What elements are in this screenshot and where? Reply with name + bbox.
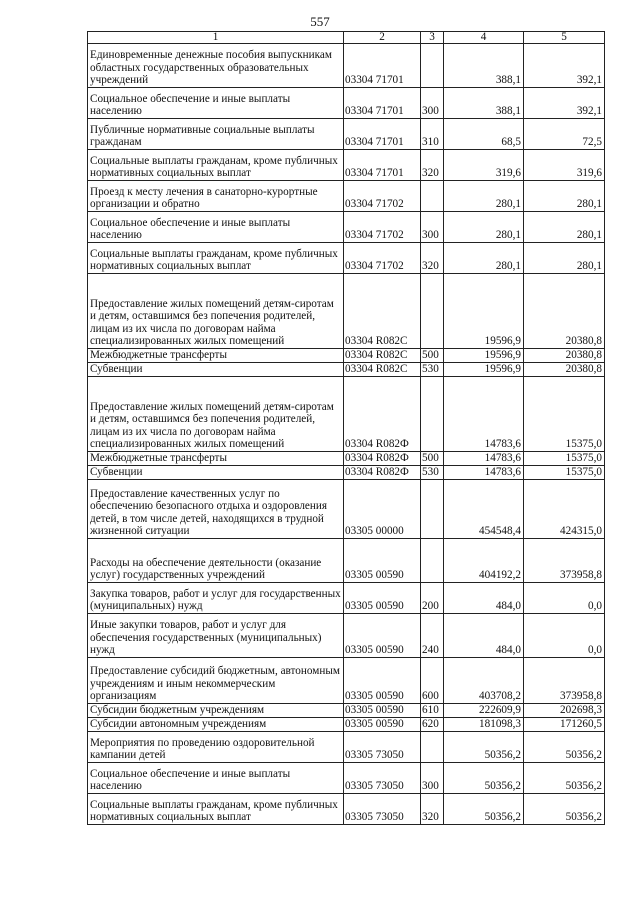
row-name-cell: Расходы на обеспечение деятельности (оказание услуг) государственных учреждений <box>88 539 344 583</box>
table-row <box>88 583 605 614</box>
row-value-col5-cell: 280,1 <box>524 243 605 274</box>
header-row <box>88 32 605 44</box>
row-code-cell: 03305 00590 <box>344 718 421 732</box>
row-expense-type-cell: 320 <box>421 794 444 825</box>
row-code-cell: 03304 R082C <box>344 349 421 363</box>
row-code-cell: 03304 71702 <box>344 181 421 212</box>
row-value-col5-cell: 0,0 <box>524 614 605 658</box>
row-name-cell: Социальное обеспечение и иные выплаты населению <box>88 88 344 119</box>
row-code-cell: 03305 73050 <box>344 732 421 763</box>
row-value-col5-cell: 202698,3 <box>524 704 605 718</box>
row-expense-type-cell: 300 <box>421 212 444 243</box>
row-value-col4-cell: 50356,2 <box>444 763 524 794</box>
row-expense-type-cell: 320 <box>421 243 444 274</box>
table-row <box>88 363 605 377</box>
row-value-col4-cell: 14783,6 <box>444 452 524 466</box>
row-code-cell: 03304 71701 <box>344 119 421 150</box>
row-value-col4-cell: 19596,9 <box>444 363 524 377</box>
table-row <box>88 119 605 150</box>
row-value-col5-cell: 373958,8 <box>524 658 605 704</box>
row-name-cell: Субвенции <box>88 466 344 480</box>
row-value-col4-cell: 404192,2 <box>444 539 524 583</box>
table-row <box>88 614 605 658</box>
row-code-cell: 03305 00590 <box>344 658 421 704</box>
row-value-col4-cell: 280,1 <box>444 181 524 212</box>
row-expense-type-cell <box>421 732 444 763</box>
row-value-col4-cell: 280,1 <box>444 243 524 274</box>
row-code-cell: 03304 R082Ф <box>344 452 421 466</box>
row-name-cell: Закупка товаров, работ и услуг для государственных (муниципальных) нужд <box>88 583 344 614</box>
row-value-col4-cell: 319,6 <box>444 150 524 181</box>
row-value-col4-cell: 484,0 <box>444 583 524 614</box>
row-code-cell: 03304 71701 <box>344 44 421 88</box>
row-value-col4-cell: 19596,9 <box>444 274 524 349</box>
table-row <box>88 539 605 583</box>
row-value-col4-cell: 388,1 <box>444 88 524 119</box>
table-row <box>88 480 605 539</box>
row-expense-type-cell: 300 <box>421 88 444 119</box>
row-name-cell: Межбюджетные трансферты <box>88 452 344 466</box>
row-value-col5-cell: 319,6 <box>524 150 605 181</box>
row-code-cell: 03305 00590 <box>344 539 421 583</box>
row-value-col5-cell: 392,1 <box>524 88 605 119</box>
row-name-cell: Социальное обеспечение и иные выплаты населению <box>88 763 344 794</box>
row-name-cell: Социальные выплаты гражданам, кроме публичных нормативных социальных выплат <box>88 794 344 825</box>
row-value-col5-cell: 373958,8 <box>524 539 605 583</box>
row-expense-type-cell <box>421 480 444 539</box>
row-value-col5-cell: 15375,0 <box>524 452 605 466</box>
row-name-cell: Публичные нормативные социальные выплаты гражданам <box>88 119 344 150</box>
row-value-col4-cell: 14783,6 <box>444 377 524 452</box>
row-code-cell: 03304 R082C <box>344 274 421 349</box>
row-expense-type-cell: 600 <box>421 658 444 704</box>
row-name-cell: Субвенции <box>88 363 344 377</box>
table-row <box>88 794 605 825</box>
table-row <box>88 274 605 349</box>
row-code-cell: 03305 00000 <box>344 480 421 539</box>
row-code-cell: 03305 00590 <box>344 614 421 658</box>
budget-table <box>87 31 605 825</box>
row-code-cell: 03305 00590 <box>344 704 421 718</box>
table-row <box>88 466 605 480</box>
table-row <box>88 658 605 704</box>
row-expense-type-cell: 240 <box>421 614 444 658</box>
row-code-cell: 03304 R082Ф <box>344 377 421 452</box>
row-value-col4-cell: 19596,9 <box>444 349 524 363</box>
row-expense-type-cell <box>421 181 444 212</box>
row-name-cell: Единовременные денежные пособия выпускникам областных государственных образовательных учреждений <box>88 44 344 88</box>
row-value-col4-cell: 403708,2 <box>444 658 524 704</box>
row-value-col4-cell: 14783,6 <box>444 466 524 480</box>
row-expense-type-cell <box>421 539 444 583</box>
row-name-cell: Социальные выплаты гражданам, кроме публичных нормативных социальных выплат <box>88 243 344 274</box>
row-code-cell: 03304 71702 <box>344 243 421 274</box>
row-value-col5-cell: 392,1 <box>524 44 605 88</box>
table-row <box>88 44 605 88</box>
page-number: 557 <box>310 14 330 29</box>
row-value-col5-cell: 50356,2 <box>524 763 605 794</box>
row-code-cell: 03305 73050 <box>344 763 421 794</box>
row-code-cell: 03304 R082Ф <box>344 466 421 480</box>
row-expense-type-cell: 300 <box>421 763 444 794</box>
row-expense-type-cell: 620 <box>421 718 444 732</box>
row-expense-type-cell: 530 <box>421 363 444 377</box>
row-expense-type-cell: 500 <box>421 452 444 466</box>
row-expense-type-cell: 530 <box>421 466 444 480</box>
row-name-cell: Предоставление жилых помещений детям-сиротам и детям, оставшимся без попечения родителей, лицам из их числа по договорам найма специализированных жилых помещений <box>88 377 344 452</box>
table-row <box>88 212 605 243</box>
row-value-col5-cell: 0,0 <box>524 583 605 614</box>
row-name-cell: Субсидии бюджетным учреждениям <box>88 704 344 718</box>
row-value-col4-cell: 388,1 <box>444 44 524 88</box>
row-value-col4-cell: 50356,2 <box>444 732 524 763</box>
row-expense-type-cell <box>421 44 444 88</box>
row-name-cell: Предоставление качественных услуг по обеспечению безопасного отдыха и оздоровления детей, в том числе детей, находящихся в трудной жизненной ситуации <box>88 480 344 539</box>
row-expense-type-cell: 500 <box>421 349 444 363</box>
row-expense-type-cell <box>421 377 444 452</box>
row-value-col5-cell: 50356,2 <box>524 732 605 763</box>
table-row <box>88 377 605 452</box>
row-value-col5-cell: 72,5 <box>524 119 605 150</box>
column-header-5: 5 <box>524 32 605 44</box>
row-code-cell: 03305 00590 <box>344 583 421 614</box>
row-expense-type-cell: 200 <box>421 583 444 614</box>
row-name-cell: Межбюджетные трансферты <box>88 349 344 363</box>
row-value-col4-cell: 280,1 <box>444 212 524 243</box>
row-value-col5-cell: 15375,0 <box>524 466 605 480</box>
row-value-col5-cell: 171260,5 <box>524 718 605 732</box>
row-name-cell: Предоставление жилых помещений детям-сиротам и детям, оставшимся без попечения родителей, лицам из их числа по договорам найма специализированных жилых помещений <box>88 274 344 349</box>
row-code-cell: 03305 73050 <box>344 794 421 825</box>
row-code-cell: 03304 71702 <box>344 212 421 243</box>
row-value-col5-cell: 280,1 <box>524 212 605 243</box>
row-code-cell: 03304 71701 <box>344 150 421 181</box>
row-name-cell: Мероприятия по проведению оздоровительной кампании детей <box>88 732 344 763</box>
row-code-cell: 03304 R082C <box>344 363 421 377</box>
row-value-col5-cell: 15375,0 <box>524 377 605 452</box>
table-row <box>88 349 605 363</box>
table-row <box>88 718 605 732</box>
table-row <box>88 88 605 119</box>
table-row <box>88 150 605 181</box>
table-row <box>88 763 605 794</box>
column-header-2: 2 <box>344 32 421 44</box>
row-code-cell: 03304 71701 <box>344 88 421 119</box>
row-name-cell: Субсидии автономным учреждениям <box>88 718 344 732</box>
row-value-col5-cell: 50356,2 <box>524 794 605 825</box>
table-row <box>88 704 605 718</box>
table-row <box>88 732 605 763</box>
table-row <box>88 181 605 212</box>
row-value-col5-cell: 20380,8 <box>524 363 605 377</box>
row-value-col5-cell: 424315,0 <box>524 480 605 539</box>
table-row <box>88 452 605 466</box>
column-header-3: 3 <box>421 32 444 44</box>
row-value-col5-cell: 280,1 <box>524 181 605 212</box>
row-expense-type-cell: 310 <box>421 119 444 150</box>
row-expense-type-cell: 320 <box>421 150 444 181</box>
row-value-col5-cell: 20380,8 <box>524 274 605 349</box>
row-expense-type-cell <box>421 274 444 349</box>
row-name-cell: Социальные выплаты гражданам, кроме публичных нормативных социальных выплат <box>88 150 344 181</box>
row-value-col4-cell: 454548,4 <box>444 480 524 539</box>
row-name-cell: Иные закупки товаров, работ и услуг для обеспечения государственных (муниципальных) нужд <box>88 614 344 658</box>
row-expense-type-cell: 610 <box>421 704 444 718</box>
row-value-col4-cell: 50356,2 <box>444 794 524 825</box>
row-name-cell: Социальное обеспечение и иные выплаты населению <box>88 212 344 243</box>
row-value-col5-cell: 20380,8 <box>524 349 605 363</box>
row-name-cell: Проезд к месту лечения в санаторно-курортные организации и обратно <box>88 181 344 212</box>
table-row <box>88 243 605 274</box>
row-value-col4-cell: 68,5 <box>444 119 524 150</box>
column-header-4: 4 <box>444 32 524 44</box>
column-header-1: 1 <box>88 32 344 44</box>
row-value-col4-cell: 222609,9 <box>444 704 524 718</box>
row-value-col4-cell: 181098,3 <box>444 718 524 732</box>
row-value-col4-cell: 484,0 <box>444 614 524 658</box>
row-name-cell: Предоставление субсидий бюджетным, автономным учреждениям и иным некоммерческим организациям <box>88 658 344 704</box>
